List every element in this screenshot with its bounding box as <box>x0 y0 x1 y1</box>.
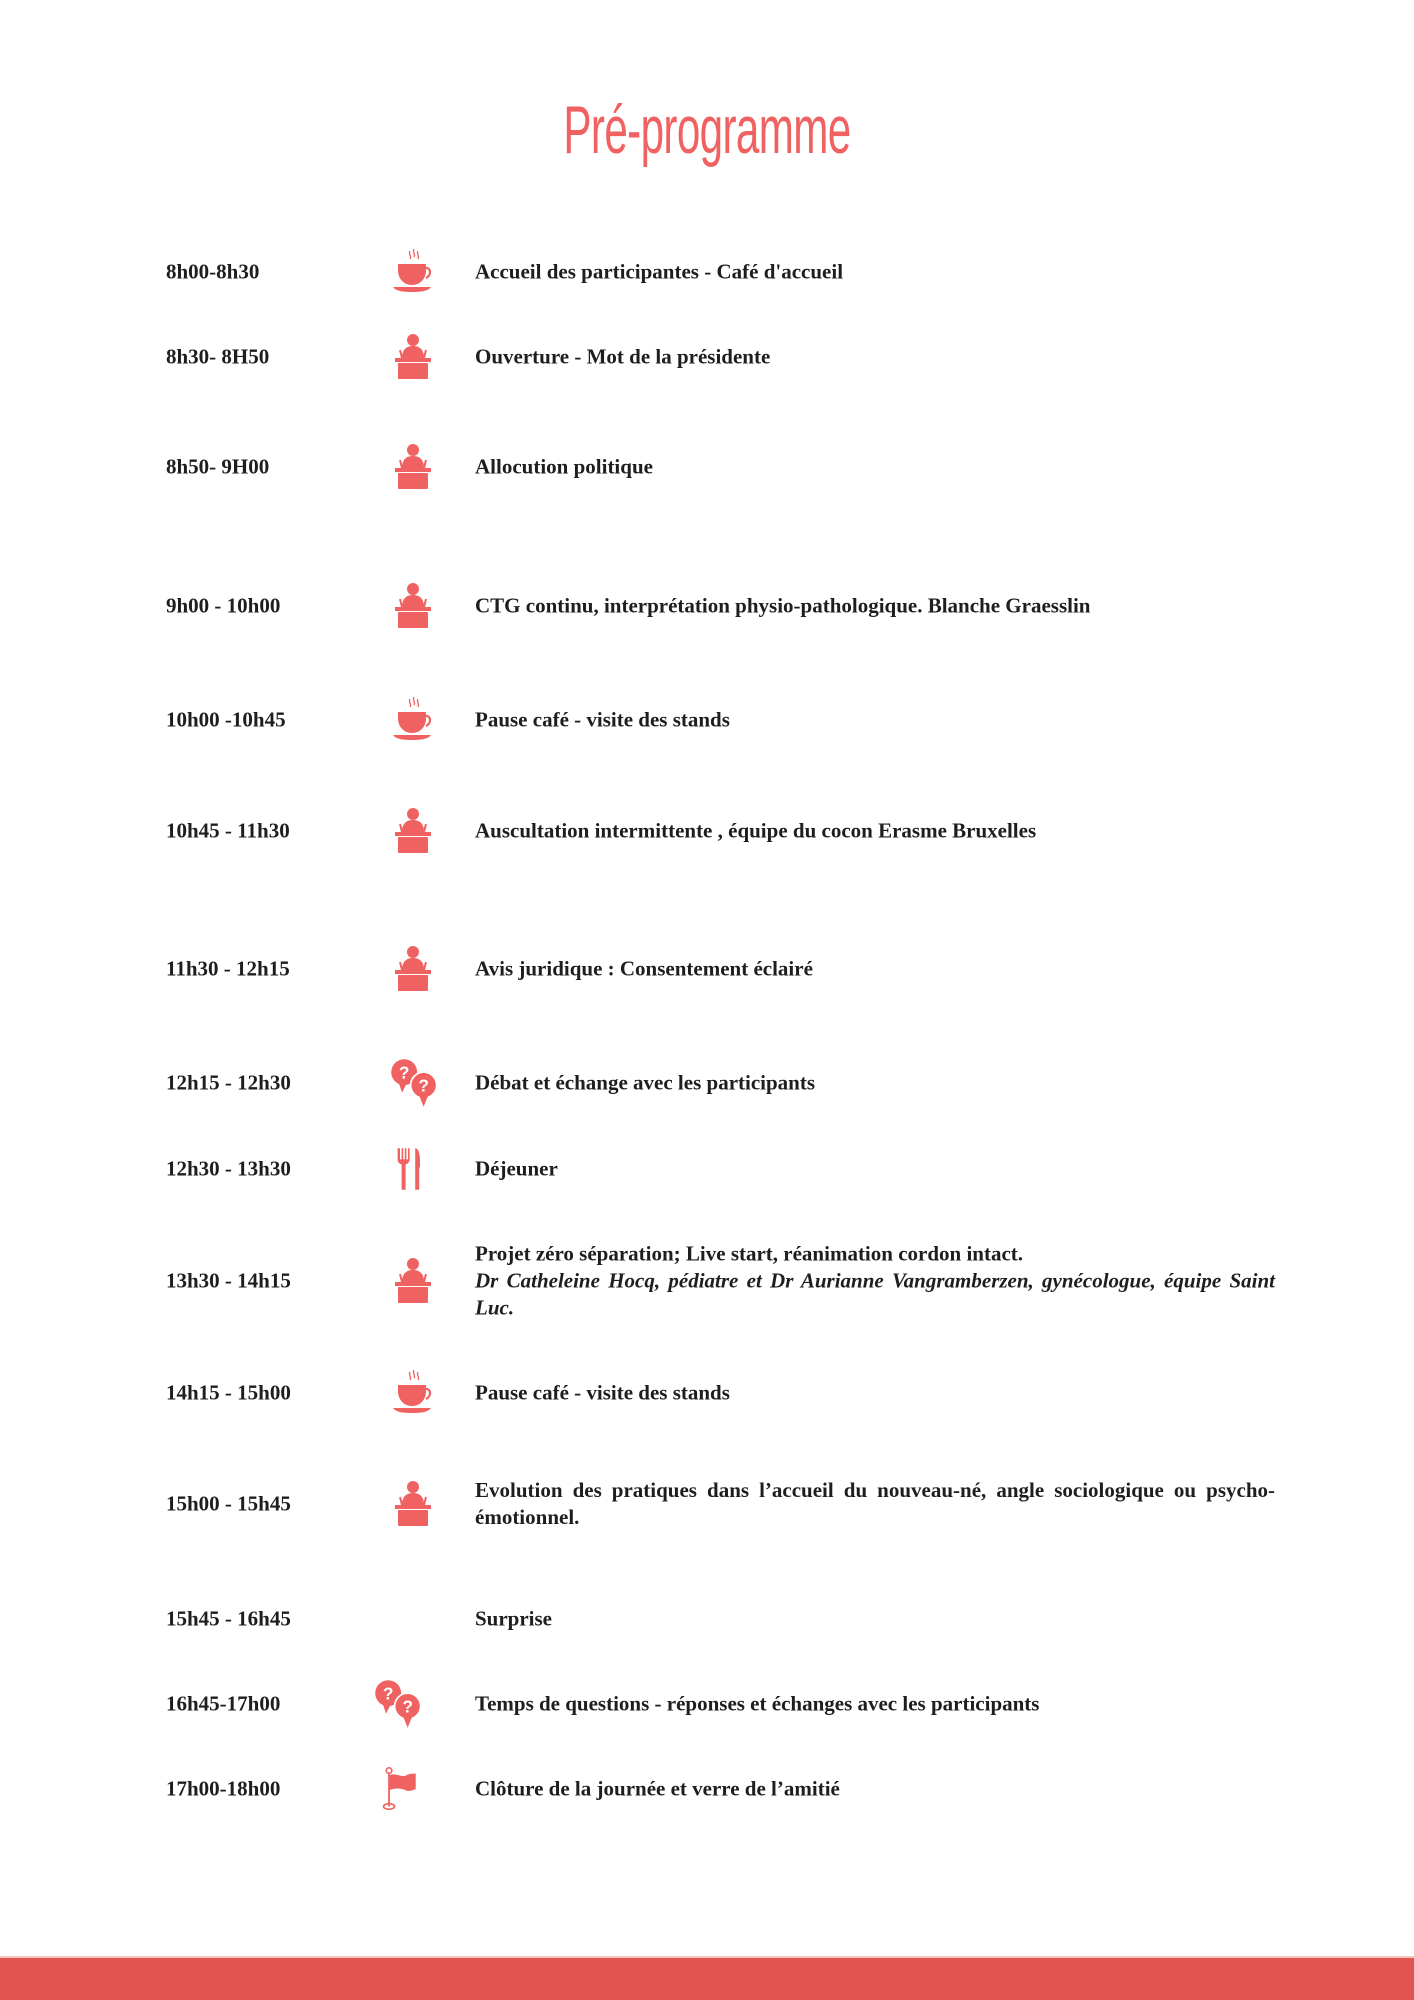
schedule-description <box>475 1156 1275 1183</box>
flag-icon <box>378 1763 424 1815</box>
speaker-podium-icon <box>388 442 438 492</box>
schedule-title: Accueil des participantes - Café d'accueil <box>475 259 844 284</box>
speaker-podium-icon <box>388 581 438 631</box>
schedule-title: Auscultation intermittente , équipe du cocon Erasme Bruxelles <box>475 818 1037 843</box>
schedule-time: 13h30 - 14h15 <box>166 1268 291 1293</box>
coffee-cup-icon <box>388 1368 438 1418</box>
speaker-podium-icon <box>388 806 438 856</box>
schedule-title: Ouverture - Mot de la présidente <box>475 344 771 369</box>
schedule-description <box>475 818 1275 845</box>
svg-text:?: ? <box>398 1062 410 1083</box>
schedule-time: 11h30 - 12h15 <box>166 956 290 981</box>
schedule-time: 10h45 - 11h30 <box>166 818 290 843</box>
schedule-description <box>475 1380 1275 1407</box>
schedule-time: 10h00 -10h45 <box>166 707 286 732</box>
schedule-title: Débat et échange avec les participants <box>475 1070 816 1095</box>
schedule-description <box>475 1070 1275 1097</box>
schedule-time: 15h45 - 16h45 <box>166 1606 291 1631</box>
svg-text:?: ? <box>402 1696 413 1717</box>
svg-text:?: ? <box>418 1075 429 1096</box>
schedule-time: 8h30- 8H50 <box>166 344 270 369</box>
schedule-description <box>475 1776 1275 1803</box>
speaker-podium-icon <box>388 332 438 382</box>
schedule-description <box>475 259 1275 286</box>
schedule-description <box>475 593 1275 620</box>
schedule-title: Surprise <box>475 1606 553 1631</box>
schedule-title: CTG continu, interprétation physio-pathologique. Blanche Graesslin <box>475 593 1091 618</box>
speaker-podium-icon <box>388 1256 438 1306</box>
schedule-description <box>475 1241 1275 1322</box>
schedule-title: Allocution politique <box>475 454 653 479</box>
footer-bar <box>0 1956 1414 2000</box>
schedule-time: 16h45-17h00 <box>166 1691 281 1716</box>
schedule-title: Temps de questions - réponses et échanges avec les participants <box>475 1691 1040 1716</box>
schedule-time: 15h00 - 15h45 <box>166 1491 291 1516</box>
schedule-time: 12h30 - 13h30 <box>166 1156 291 1181</box>
schedule-title: Evolution des pratiques dans l’accueil du nouveau-né, angle sociologique ou psycho-émotionnel. <box>475 1478 1275 1529</box>
schedule-title: Projet zéro séparation; Live start, réanimation cordon intact. <box>475 1241 1024 1266</box>
coffee-cup-icon <box>388 695 438 745</box>
fork-knife-icon <box>388 1138 428 1200</box>
schedule-description <box>475 1691 1275 1718</box>
schedule-time: 14h15 - 15h00 <box>166 1380 291 1405</box>
schedule-description <box>475 454 1275 481</box>
schedule-title: Clôture de la journée et verre de l’amitié <box>475 1776 840 1801</box>
schedule-time: 8h00-8h30 <box>166 259 260 284</box>
schedule-time: 12h15 - 12h30 <box>166 1070 291 1095</box>
schedule-title: Déjeuner <box>475 1156 558 1181</box>
speaker-podium-icon <box>388 944 438 994</box>
schedule-title: Pause café - visite des stands <box>475 707 730 732</box>
schedule-description <box>475 1477 1275 1531</box>
page-title: Pré-programme <box>563 92 851 168</box>
speaker-podium-icon <box>388 1479 438 1529</box>
schedule-speakers: Dr Catheleine Hocq, pédiatre et Dr Aurianne Vangramberzen, gynécologue, équipe Saint Luc. <box>475 1268 1275 1320</box>
schedule-title: Avis juridique : Consentement éclairé <box>475 956 813 981</box>
schedule-time: 17h00-18h00 <box>166 1776 281 1801</box>
coffee-cup-icon <box>388 247 438 297</box>
schedule-description <box>475 956 1275 983</box>
question-bubbles-icon <box>388 1056 442 1110</box>
schedule-description <box>475 707 1275 734</box>
schedule-title: Pause café - visite des stands <box>475 1380 730 1405</box>
svg-text:?: ? <box>382 1683 394 1704</box>
schedule-time: 9h00 - 10h00 <box>166 593 281 618</box>
schedule-description <box>475 1606 1275 1633</box>
schedule-time: 8h50- 9H00 <box>166 454 270 479</box>
schedule-description <box>475 344 1275 371</box>
question-bubbles-icon <box>372 1677 426 1731</box>
